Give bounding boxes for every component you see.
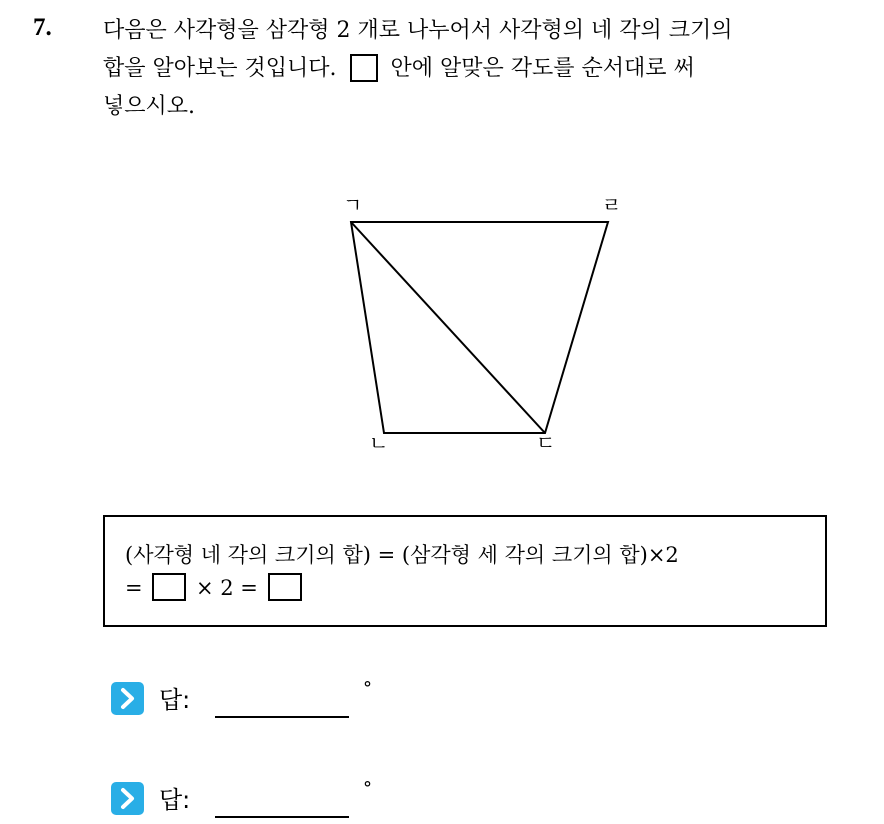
question-line-2-rest: 안에 알맞은 각도를 순서대로 써 xyxy=(390,56,695,81)
chevron-right-icon xyxy=(111,682,144,715)
answer-label-1: 답: xyxy=(159,686,191,714)
vertex-label-bottom-right: ㄷ xyxy=(536,431,556,455)
formula-times-two: × 2 = xyxy=(195,576,258,600)
question-line-3: 넣으시오. xyxy=(103,94,196,119)
formula-blank-1[interactable] xyxy=(152,573,186,601)
vertex-label-top-right: ㄹ xyxy=(602,193,622,217)
answer-input-1[interactable] xyxy=(215,716,349,718)
vertex-label-bottom-left: ㄴ xyxy=(369,431,389,455)
question-line-2-text: 합을 알아보는 것입니다. xyxy=(103,56,337,81)
question-number: 7. xyxy=(33,14,52,41)
formula-line-2 xyxy=(125,573,305,601)
formula-box xyxy=(103,515,827,627)
formula-line-1: (사각형 네 각의 크기의 합) = (삼각형 세 각의 크기의 합)×2 xyxy=(125,543,679,567)
degree-unit-1: ° xyxy=(363,678,372,699)
formula-blank-2[interactable] xyxy=(268,573,302,601)
degree-unit-2: ° xyxy=(363,778,372,799)
quadrilateral-outline xyxy=(351,222,608,433)
answer-input-2[interactable] xyxy=(215,816,349,818)
diagonal-line xyxy=(351,222,545,433)
question-line-1: 다음은 사각형을 삼각형 2 개로 나누어서 사각형의 네 각의 크기의 xyxy=(103,18,733,43)
formula-equals: = xyxy=(125,576,143,600)
answer-label-2: 답: xyxy=(159,786,191,814)
chevron-right-icon xyxy=(111,782,144,815)
vertex-label-top-left: ㄱ xyxy=(343,193,363,217)
